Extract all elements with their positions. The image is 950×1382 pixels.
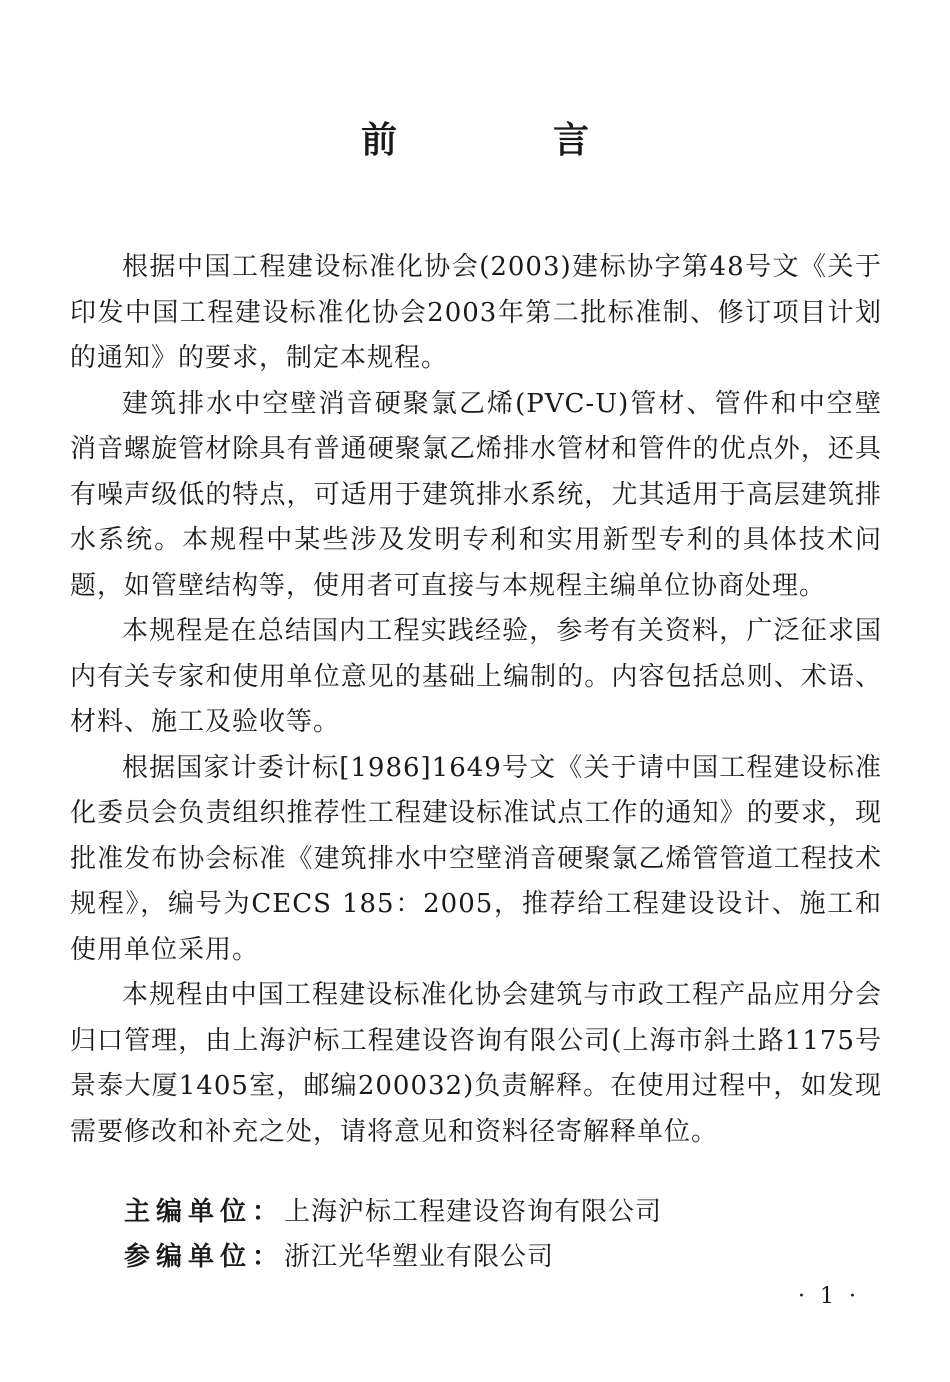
paragraph-2: 建筑排水中空壁消音硬聚氯乙烯(PVC-U)管材、管件和中空壁消音螺旋管材除具有普通硬聚氯乙烯排水管材和管件的优点外，还具有噪声级低的特点，可适用于建筑排水系统，尤其适用于高层建筑排水系统。本规程中某些涉及发明专利和实用新型专利的具体技术问题，如管壁结构等，使用者可直接与本规程主编单位协商处理。 (70, 388, 882, 601)
paragraph-5: 本规程由中国工程建设标准化协会建筑与市政工程产品应用分会归口管理，由上海沪标工程建设咨询有限公司(上海市斜土路1175号景泰大厦1405室，邮编200032)负责解释。在使用过程中，如发现需要修改和补充之处，请将意见和资料径寄解释单位。 (70, 980, 882, 1147)
editor-units (124, 1190, 884, 1280)
paragraph-4: 根据国家计委计标[1986]1649号文《关于请中国工程建设标准化委员会负责组织推荐性工程建设标准试点工作的通知》的要求，现批准发布协会标准《建筑排水中空壁消音硬聚氯乙烯管管道工程技术规程》，编号为CECS 185：2005，推荐给工程建设设计、施工和使用单位采用。 (70, 752, 882, 965)
participating-editor-value: 浙江光华塑业有限公司 (284, 1242, 555, 1272)
paragraph-1: 根据中国工程建设标准化协会(2003)建标协字第48号文《关于印发中国工程建设标准化协会2003年第二批标准制、修订项目计划的通知》的要求，制定本规程。 (70, 252, 882, 373)
participating-editor-label: 参编单位： (124, 1242, 285, 1272)
paragraph-3: 本规程是在总结国内工程实践经验，参考有关资料，广泛征求国内有关专家和使用单位意见的基础上编制的。内容包括总则、术语、材料、施工及验收等。 (70, 616, 882, 737)
participating-editor-row (124, 1235, 884, 1280)
page-title: 前 言 (360, 119, 649, 161)
chief-editor-label: 主编单位： (124, 1197, 285, 1227)
chief-editor-row (124, 1190, 884, 1235)
page-number: · 1 · (798, 1284, 860, 1309)
chief-editor-value: 上海沪标工程建设咨询有限公司 (284, 1197, 663, 1227)
preface-body (70, 245, 882, 1155)
